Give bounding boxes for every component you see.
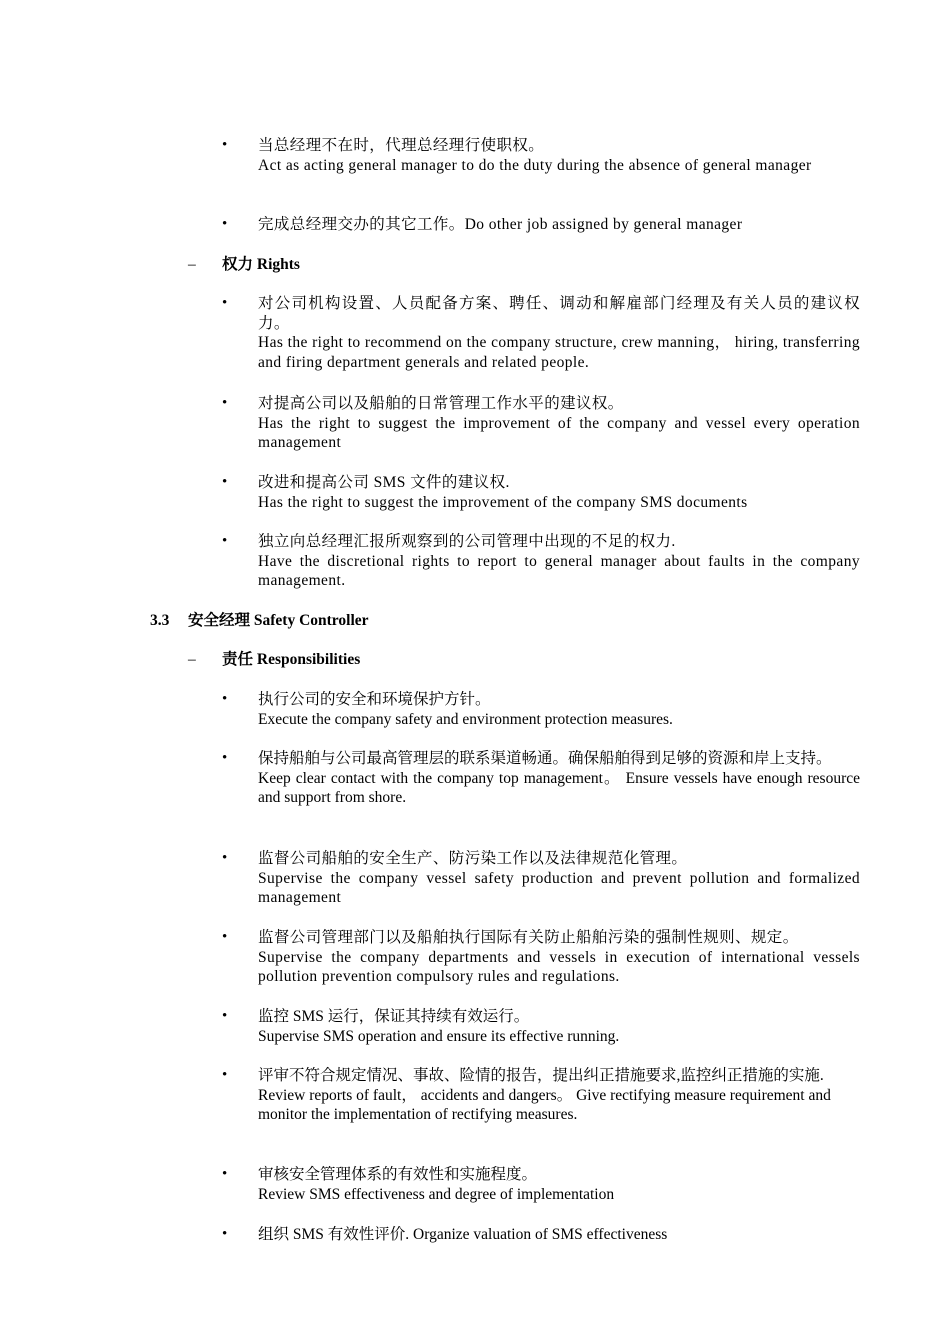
responsibilities-heading: 责任 Responsibilities bbox=[222, 651, 361, 668]
list-item bbox=[258, 394, 860, 453]
list-item bbox=[258, 532, 860, 591]
bullet-icon: • bbox=[222, 395, 228, 411]
section-title: 安全经理 Safety Controller bbox=[188, 612, 369, 629]
item-text-en: Has the right to suggest the improvement of the company SMS documents bbox=[258, 493, 748, 511]
list-item bbox=[258, 749, 860, 808]
list-item bbox=[258, 690, 860, 729]
dash-icon: – bbox=[188, 651, 196, 668]
item-text-zh: 对公司机构设置、人员配备方案、聘任、调动和解雇部门经理及有关人员的建议权力。 bbox=[258, 295, 860, 332]
list-item bbox=[258, 849, 860, 908]
item-text: 完成总经理交办的其它工作。Do other job assigned by general manager bbox=[258, 216, 743, 233]
bullet-icon: • bbox=[222, 474, 228, 490]
item-text-zh: 监控 SMS 运行，保证其持续有效运行。 bbox=[258, 1008, 530, 1025]
bullet-icon: • bbox=[222, 533, 228, 549]
list-item bbox=[258, 294, 860, 372]
bullet-icon: • bbox=[222, 216, 228, 232]
item-text-en: Keep clear contact with the company top management。 Ensure vessels have enough resource and support from shore. bbox=[258, 769, 860, 806]
list-item bbox=[258, 1165, 860, 1204]
bullet-icon: • bbox=[222, 691, 228, 707]
item-text: 组织 SMS 有效性评价. Organize valuation of SMS effectiveness bbox=[258, 1226, 668, 1243]
item-text-zh: 独立向总经理汇报所观察到的公司管理中出现的不足的权力. bbox=[258, 533, 676, 550]
bullet-icon: • bbox=[222, 1226, 228, 1242]
item-text-zh: 监督公司管理部门以及船舶执行国际有关防止船舶污染的强制性规则、规定。 bbox=[258, 929, 799, 946]
item-text-en: Supervise SMS operation and ensure its effective running. bbox=[258, 1027, 620, 1045]
list-item bbox=[258, 473, 860, 512]
item-text-en: Execute the company safety and environment protection measures. bbox=[258, 710, 673, 728]
item-text-zh: 改进和提高公司 SMS 文件的建议权. bbox=[258, 474, 510, 491]
bullet-icon: • bbox=[222, 1008, 228, 1024]
list-item bbox=[258, 215, 860, 235]
item-text-zh: 保持船舶与公司最高管理层的联系渠道畅通。确保船舶得到足够的资源和岸上支持。 bbox=[258, 750, 832, 767]
item-text-en: Supervise the company departments and vessels in execution of international vessels pollution prevention compulsory rules and regulations. bbox=[258, 948, 860, 985]
bullet-icon: • bbox=[222, 1166, 228, 1182]
list-item bbox=[258, 928, 860, 987]
dash-icon: – bbox=[188, 256, 196, 273]
item-text-zh: 监督公司船舶的安全生产、防污染工作以及法律规范化管理。 bbox=[258, 850, 688, 867]
list-item bbox=[258, 136, 860, 175]
item-text-zh: 当总经理不在时，代理总经理行使职权。 bbox=[258, 137, 545, 154]
bullet-icon: • bbox=[222, 750, 228, 766]
item-text-en: Supervise the company vessel safety production and prevent pollution and formalized management bbox=[258, 869, 860, 906]
item-text-zh: 对提高公司以及船舶的日常管理工作水平的建议权。 bbox=[258, 395, 624, 412]
section-number: 3.3 bbox=[150, 612, 170, 629]
item-text-en: Have the discretional rights to report to general manager about faults in the company management. bbox=[258, 552, 860, 589]
bullet-icon: • bbox=[222, 1067, 228, 1083]
item-text-en: Review SMS effectiveness and degree of implementation bbox=[258, 1185, 615, 1203]
item-text-zh: 审核安全管理体系的有效性和实施程度。 bbox=[258, 1166, 538, 1183]
list-item bbox=[258, 1225, 860, 1245]
item-text-en: Has the right to suggest the improvement of the company and vessel every operation management bbox=[258, 414, 860, 451]
list-item bbox=[258, 1007, 860, 1046]
item-text-en: Review reports of fault， accidents and dangers。 Give rectifying measure requirement and monitor the implementation of rectifying measures. bbox=[258, 1086, 831, 1123]
bullet-icon: • bbox=[222, 850, 228, 866]
bullet-icon: • bbox=[222, 137, 228, 153]
bullet-icon: • bbox=[222, 295, 228, 311]
item-text-en: Act as acting general manager to do the duty during the absence of general manager bbox=[258, 156, 812, 174]
item-text-en: Has the right to recommend on the company structure, crew manning， hiring, transferring and firing department generals and related people. bbox=[258, 334, 860, 371]
bullet-icon: • bbox=[222, 929, 228, 945]
item-text-zh: 执行公司的安全和环境保护方针。 bbox=[258, 691, 491, 708]
item-text-zh: 评审不符合规定情况、事故、险情的报告，提出纠正措施要求,监控纠正措施的实施. bbox=[258, 1067, 824, 1084]
list-item bbox=[258, 1066, 860, 1125]
rights-heading: 权力 Rights bbox=[222, 256, 300, 273]
